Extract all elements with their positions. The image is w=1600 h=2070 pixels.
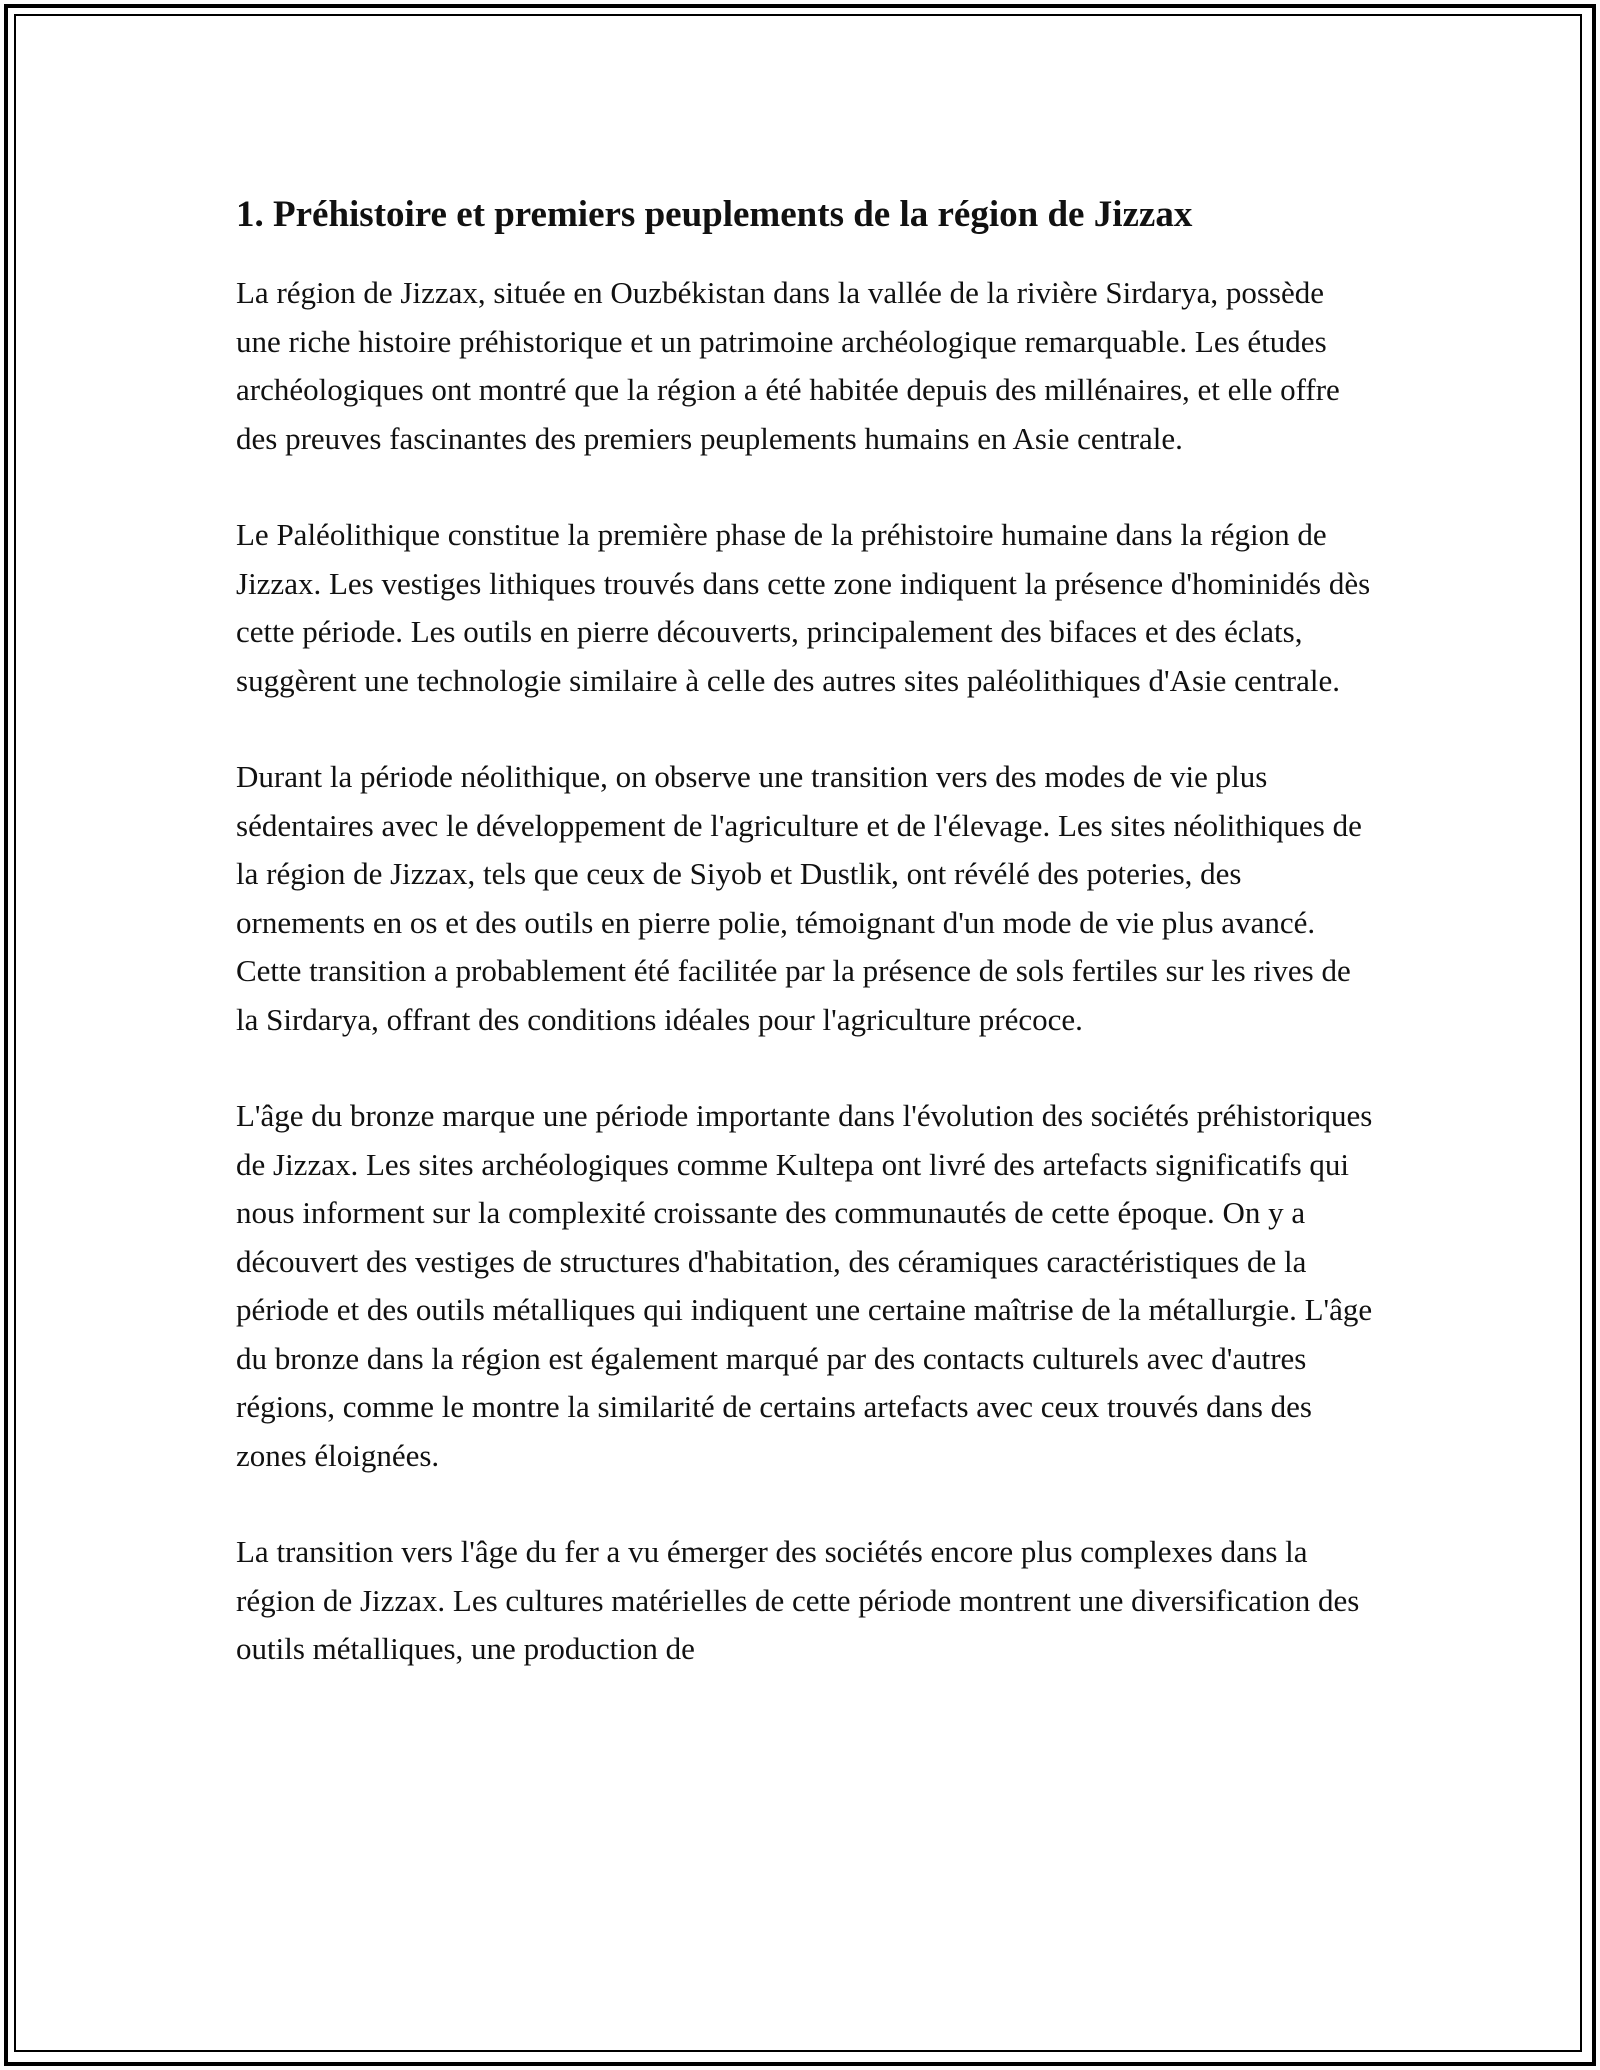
paragraph-bronze-age: L'âge du bronze marque une période importante dans l'évolution des sociétés préhistoriques de Jizzax. Les sites archéologiques comme Kultepa ont livré des artefacts significatifs qui nous informent sur la complexité croissante des communautés de cette époque. On y a découvert des vestiges de structures d'habitation, des céramiques caractéristiques de la période et des outils métalliques qui indiquent une certaine maîtrise de la métallurgie. L'âge du bronze dans la région est également marqué par des contacts culturels avec d'autres régions, comme le montre la similarité de certains artefacts avec ceux trouvés dans des zones éloignées. xyxy=(236,1098,1373,1473)
section-heading: 1. Préhistoire et premiers peuplements de la région de Jizzax xyxy=(236,194,1193,235)
paragraph-neolithic: Durant la période néolithique, on observe une transition vers des modes de vie plus sédentaires avec le développement de l'agriculture et de l'élevage. Les sites néolithiques de la région de Jizzax, tels que ceux de Siyob et Dustlik, ont révélé des poteries, des ornements en os et des outils en pierre polie, témoignant d'un mode de vie plus avancé. Cette transition a probablement été facilitée par la présence de sols fertiles sur les rives de la Sirdarya, offrant des conditions idéales pour l'agriculture précoce. xyxy=(236,759,1362,1037)
document-body xyxy=(236,185,1376,1722)
paragraph-paleolithic: Le Paléolithique constitue la première phase de la préhistoire humaine dans la région de Jizzax. Les vestiges lithiques trouvés dans cette zone indiquent la présence d'hominidés dès cette période. Les outils en pierre découverts, principalement des bifaces et des éclats, suggèrent une technologie similaire à celle des autres sites paléolithiques d'Asie centrale. xyxy=(236,517,1371,698)
paragraph-intro: La région de Jizzax, située en Ouzbékistan dans la vallée de la rivière Sirdarya, possède une riche histoire préhistorique et un patrimoine archéologique remarquable. Les études archéologiques ont montré que la région a été habitée depuis des millénaires, et elle offre des preuves fascinantes des premiers peuplements humains en Asie centrale. xyxy=(236,275,1340,456)
paragraph-iron-age: La transition vers l'âge du fer a vu émerger des sociétés encore plus complexes dans la région de Jizzax. Les cultures matérielles de cette période montrent une diversification des outils métalliques, une production de xyxy=(236,1534,1360,1666)
